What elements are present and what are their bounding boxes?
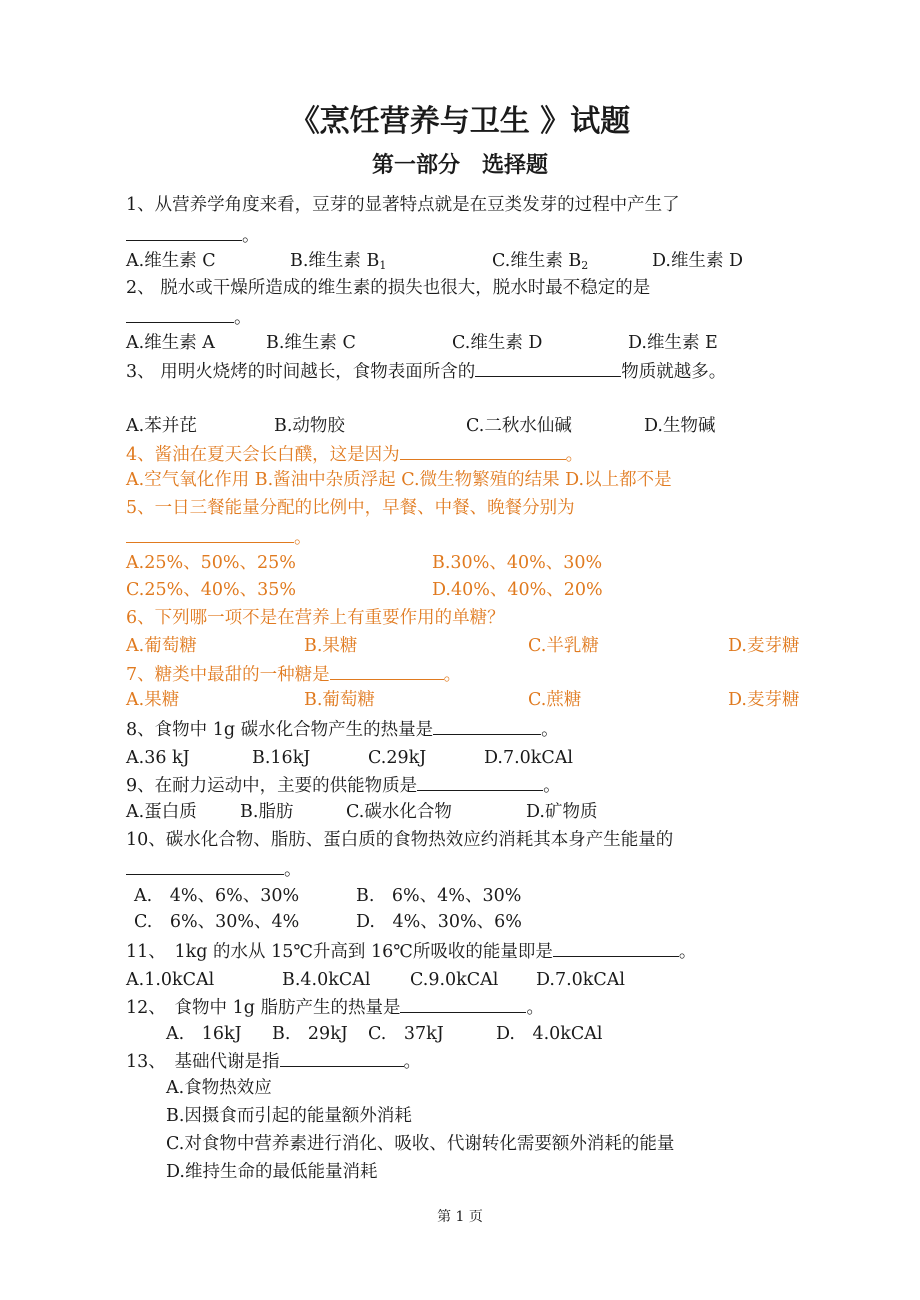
question-10-option-a: A. 4%、6%、30% bbox=[134, 886, 300, 906]
page-footer: 第 1 页 bbox=[437, 1209, 483, 1225]
question-7-option-a: A.果糖 bbox=[126, 690, 180, 710]
question-2-blank-line: 。 bbox=[126, 304, 252, 330]
question-8-option-c: C.29kJ bbox=[368, 748, 427, 768]
answer-blank bbox=[126, 304, 234, 323]
question-1-option-b: B.维生素 $B_1$ bbox=[290, 251, 387, 272]
question-5-blank-line: 。 bbox=[126, 524, 312, 550]
question-12-option-b: B. 29kJ bbox=[272, 1024, 348, 1044]
question-7-option-d: D.麦芽糖 bbox=[728, 690, 800, 710]
question-5-option-d: D.40%、40%、20% bbox=[432, 580, 603, 600]
question-12-option-a: A. 16kJ bbox=[166, 1024, 242, 1044]
question-10-blank-line: 。 bbox=[126, 856, 302, 882]
question-2-option-b: B.维生素 C bbox=[266, 333, 356, 353]
question-4-stem: 4、酱油在夏天会长白醭，这是因为 。 bbox=[126, 441, 583, 467]
question-5-option-c: C.25%、40%、35% bbox=[126, 580, 297, 600]
question-11-option-a: A.1.0kCAl bbox=[126, 970, 215, 990]
question-1-blank-line: 。 bbox=[126, 222, 260, 248]
answer-blank bbox=[475, 358, 621, 377]
page-number: 1 bbox=[455, 1209, 465, 1225]
question-9-option-d: D.矿物质 bbox=[526, 802, 598, 822]
answer-blank bbox=[417, 772, 543, 791]
question-5-option-b: B.30%、40%、30% bbox=[432, 553, 603, 573]
question-13-option-b: B.因摄食而引起的能量额外消耗 bbox=[166, 1106, 412, 1126]
exam-title: 《烹饪营养与卫生 》试题 bbox=[289, 104, 631, 139]
question-1-option-d: D.维生素 D bbox=[652, 251, 744, 271]
question-10-option-b: B. 6%、4%、30% bbox=[356, 886, 522, 906]
question-8-option-b: B.16kJ bbox=[252, 748, 311, 768]
question-10-option-c: C. 6%、30%、4% bbox=[134, 912, 300, 932]
answer-blank bbox=[330, 661, 444, 680]
answer-blank bbox=[433, 716, 541, 735]
question-11-option-d: D.7.0kCAl bbox=[536, 970, 626, 990]
question-10-option-d: D. 4%、30%、6% bbox=[356, 912, 522, 932]
section-heading: 第一部分 选择题 bbox=[371, 153, 548, 178]
question-8-stem: 8、食物中 1g 碳水化合物产生的热量是 。 bbox=[126, 716, 559, 742]
answer-blank bbox=[126, 222, 242, 241]
answer-blank bbox=[126, 524, 294, 543]
answer-blank bbox=[280, 1048, 404, 1067]
question-9-option-b: B.脂肪 bbox=[240, 802, 294, 822]
question-2-option-a: A.维生素 A bbox=[126, 333, 215, 353]
question-6-option-a: A.葡萄糖 bbox=[126, 636, 197, 656]
question-6-option-b: B.果糖 bbox=[304, 636, 358, 656]
question-1-stem: 1、从营养学角度来看，豆芽的显著特点就是在豆类发芽的过程中产生了 bbox=[126, 195, 680, 215]
answer-blank bbox=[400, 441, 566, 460]
question-3-option-b: B.动物胶 bbox=[274, 416, 345, 436]
question-3-stem: 3、 用明火烧烤的时间越长，食物表面所含的 物质就越多。 bbox=[126, 358, 726, 384]
question-9-option-a: A.蛋白质 bbox=[126, 802, 197, 822]
question-7-stem: 7、糖类中最甜的一种糖是 。 bbox=[126, 661, 461, 687]
question-13-stem: 13、 基础代谢是指 。 bbox=[126, 1048, 421, 1074]
question-7-option-c: C.蔗糖 bbox=[528, 690, 582, 710]
question-10-stem: 10、碳水化合物、脂肪、蛋白质的食物热效应约消耗其本身产生能量的 bbox=[126, 830, 674, 850]
question-9-option-c: C.碳水化合物 bbox=[346, 802, 452, 822]
question-4-options: A.空气氧化作用 B.酱油中杂质浮起 C.微生物繁殖的结果 D.以上都不是 bbox=[126, 470, 672, 490]
question-12-option-c: C. 37kJ bbox=[368, 1024, 444, 1044]
question-13-option-a: A.食物热效应 bbox=[166, 1078, 272, 1098]
question-11-option-b: B.4.0kCAl bbox=[282, 970, 371, 990]
question-7-option-b: B.葡萄糖 bbox=[304, 690, 375, 710]
question-3-option-c: C.二秋水仙碱 bbox=[466, 416, 572, 436]
question-12-option-d: D. 4.0kCAl bbox=[496, 1024, 603, 1044]
question-5-option-a: A.25%、50%、25% bbox=[126, 553, 296, 573]
question-8-option-a: A.36 kJ bbox=[126, 748, 190, 768]
question-12-stem: 12、 食物中 1g 脂肪产生的热量是 。 bbox=[126, 994, 544, 1020]
question-2-option-d: D.维生素 E bbox=[628, 333, 718, 353]
question-2-option-c: C.维生素 D bbox=[452, 333, 543, 353]
answer-blank bbox=[553, 938, 679, 957]
answer-blank bbox=[400, 994, 526, 1013]
answer-blank bbox=[126, 856, 284, 875]
question-11-option-c: C.9.0kCAl bbox=[410, 970, 499, 990]
question-13-option-c: C.对食物中营养素进行消化、吸收、代谢转化需要额外消耗的能量 bbox=[166, 1134, 675, 1154]
question-9-stem: 9、在耐力运动中，主要的供能物质是 。 bbox=[126, 772, 561, 798]
question-1-option-a: A.维生素 C bbox=[126, 251, 216, 271]
question-5-stem: 5、一日三餐能量分配的比例中，早餐、中餐、晚餐分别为 bbox=[126, 498, 575, 518]
question-3-option-a: A.苯并芘 bbox=[126, 416, 197, 436]
question-2-stem: 2、 脱水或干燥所造成的维生素的损失也很大，脱水时最不稳定的是 bbox=[126, 278, 651, 298]
question-13-option-d: D.维持生命的最低能量消耗 bbox=[166, 1162, 378, 1182]
question-8-option-d: D.7.0kCAl bbox=[484, 748, 574, 768]
question-6-stem: 6、下列哪一项不是在营养上有重要作用的单糖？ bbox=[126, 608, 505, 628]
question-6-option-c: C.半乳糖 bbox=[528, 636, 599, 656]
question-1-option-c: C.维生素 $B_2$ bbox=[492, 251, 589, 272]
question-3-option-d: D.生物碱 bbox=[644, 416, 716, 436]
question-6-option-d: D.麦芽糖 bbox=[728, 636, 800, 656]
question-11-stem: 11、 1kg 的水从 15℃升高到 16℃所吸收的能量即是 。 bbox=[126, 938, 696, 964]
